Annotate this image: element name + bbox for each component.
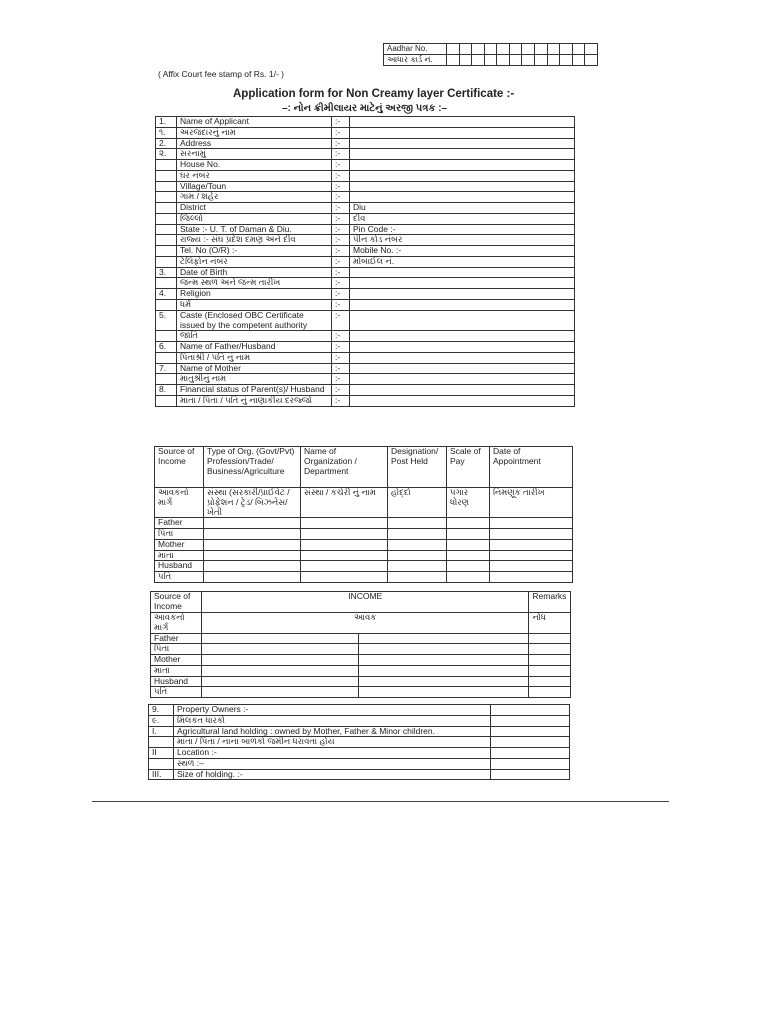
col-source-gu: આવકનો માર્ગ — [151, 613, 202, 634]
aadhar-digit-cell[interactable] — [535, 55, 548, 66]
property-field[interactable] — [491, 715, 570, 726]
form-subtitle: –: નોન ક્રીમીલાયર માટેનું અરજી પત્રક :– — [282, 103, 448, 114]
row-label: મિલકત ધારકો — [174, 715, 491, 726]
row-label: અરજદારનું નામ — [177, 127, 332, 138]
row-label: Date of Birth — [177, 267, 332, 278]
form-row — [156, 395, 575, 406]
property-row — [149, 748, 570, 759]
occupation-row — [155, 539, 573, 550]
row-value-field[interactable] — [350, 149, 575, 160]
occupation-field[interactable] — [388, 539, 447, 550]
income-field[interactable] — [202, 665, 359, 676]
property-table — [148, 704, 570, 780]
income-row — [151, 655, 571, 666]
row-number — [149, 758, 174, 769]
occupation-row — [155, 529, 573, 540]
row-number — [156, 278, 177, 289]
aadhar-digit-cell[interactable] — [560, 55, 573, 66]
row-value-field[interactable] — [350, 170, 575, 181]
col-source-of-income: Source of Income — [155, 447, 204, 488]
property-row — [149, 705, 570, 716]
property-row — [149, 715, 570, 726]
row-relation: પિતા — [155, 529, 204, 540]
row-relation: Husband — [151, 676, 202, 687]
occupation-field[interactable] — [447, 561, 490, 572]
row-number — [156, 181, 177, 192]
row-value-field[interactable]: Diu — [350, 203, 575, 214]
row-label: Name of Mother — [177, 363, 332, 374]
income-field[interactable] — [202, 687, 359, 698]
occupation-field[interactable] — [301, 529, 388, 540]
row-number: 2. — [156, 138, 177, 149]
remarks-field[interactable] — [529, 644, 571, 655]
aadhar-digit-cell[interactable] — [509, 44, 522, 55]
row-value-field[interactable] — [350, 117, 575, 128]
property-field[interactable] — [491, 758, 570, 769]
row-value-field[interactable] — [350, 267, 575, 278]
row-value-field[interactable] — [350, 192, 575, 203]
form-row — [156, 246, 575, 257]
property-row — [149, 758, 570, 769]
aadhar-box — [383, 43, 598, 66]
col-date-of-appointment: Date of Appointment — [490, 447, 573, 488]
property-row — [149, 769, 570, 780]
row-value-field[interactable]: Pin Code :- — [350, 224, 575, 235]
aadhar-digit-cell[interactable] — [497, 44, 510, 55]
aadhar-digit-cell[interactable] — [447, 44, 460, 55]
row-label: રાજ્ય :- સંઘ પ્રદેશ દમણ અને દીવ — [177, 235, 332, 246]
row-colon: :- — [332, 289, 350, 300]
occupation-field[interactable] — [490, 518, 573, 529]
occupation-field[interactable] — [301, 572, 388, 583]
income-row — [151, 633, 571, 644]
occupation-field[interactable] — [301, 561, 388, 572]
occupation-field[interactable] — [490, 539, 573, 550]
aadhar-digit-cell[interactable] — [547, 44, 560, 55]
form-row — [156, 300, 575, 311]
row-number: I. — [149, 726, 174, 737]
occupation-field[interactable] — [204, 529, 301, 540]
occupation-field[interactable] — [447, 550, 490, 561]
row-number: 6. — [156, 342, 177, 353]
row-label: ગામ / શહેર — [177, 192, 332, 203]
row-relation: માતા — [155, 550, 204, 561]
form-row — [156, 310, 575, 331]
form-row — [156, 192, 575, 203]
aadhar-digit-cell[interactable] — [572, 55, 585, 66]
income-row — [151, 665, 571, 676]
row-relation: Husband — [155, 561, 204, 572]
occupation-field[interactable] — [447, 539, 490, 550]
form-row — [156, 203, 575, 214]
row-relation: Father — [151, 633, 202, 644]
aadhar-digit-cell[interactable] — [585, 44, 598, 55]
col-pay-gu: પગાર ધોરણ — [447, 488, 490, 518]
occupation-field[interactable] — [490, 529, 573, 540]
row-number: 1. — [156, 117, 177, 128]
form-row — [156, 170, 575, 181]
row-number — [156, 256, 177, 267]
row-label: સરનામું — [177, 149, 332, 160]
col-income: INCOME — [202, 592, 529, 613]
row-number — [156, 395, 177, 406]
applicant-details-table — [155, 116, 575, 407]
row-colon: :- — [332, 235, 350, 246]
aadhar-digit-cell[interactable] — [472, 55, 485, 66]
row-label: Religion — [177, 289, 332, 300]
form-row — [156, 289, 575, 300]
row-value-field[interactable] — [350, 374, 575, 385]
row-label: જન્મ સ્થળ અને જન્મ તારીખ — [177, 278, 332, 289]
row-value-field[interactable] — [350, 331, 575, 342]
row-colon: :- — [332, 310, 350, 331]
row-number: ૯. — [149, 715, 174, 726]
col-type-of-org: Type of Org. (Govt/Pvt) Profession/Trade/ Business/Agriculture — [204, 447, 301, 488]
row-label: માતા / પિતા / પતિ નું નાણાકીય દરજ્જો — [177, 395, 332, 406]
row-label: Name of Father/Husband — [177, 342, 332, 353]
row-number — [156, 213, 177, 224]
row-colon: :- — [332, 278, 350, 289]
property-field[interactable] — [491, 726, 570, 737]
row-colon: :- — [332, 300, 350, 311]
row-label: Name of Applicant — [177, 117, 332, 128]
form-row — [156, 256, 575, 267]
row-colon: :- — [332, 267, 350, 278]
row-value-field[interactable] — [350, 300, 575, 311]
form-row — [156, 127, 575, 138]
footer-divider — [92, 801, 669, 802]
income-field[interactable] — [359, 676, 529, 687]
form-row — [156, 149, 575, 160]
row-value-field[interactable] — [350, 160, 575, 171]
row-label: જિલ્લો — [177, 213, 332, 224]
row-relation: Father — [155, 518, 204, 529]
occupation-field[interactable] — [388, 572, 447, 583]
remarks-field[interactable] — [529, 687, 571, 698]
aadhar-digit-cell[interactable] — [447, 55, 460, 66]
occupation-field[interactable] — [388, 529, 447, 540]
income-field[interactable] — [202, 655, 359, 666]
income-field[interactable] — [359, 687, 529, 698]
income-field[interactable] — [359, 665, 529, 676]
row-label: Address — [177, 138, 332, 149]
col-remarks-gu: નોંધ — [529, 613, 571, 634]
form-row — [156, 331, 575, 342]
row-relation: Mother — [151, 655, 202, 666]
row-colon: :- — [332, 342, 350, 353]
income-row — [151, 687, 571, 698]
income-row — [151, 676, 571, 687]
remarks-field[interactable] — [529, 633, 571, 644]
row-value-field[interactable]: Mobile No. :- — [350, 246, 575, 257]
row-label: Location :- — [174, 748, 491, 759]
row-value-field[interactable] — [350, 342, 575, 353]
aadhar-digit-cell[interactable] — [497, 55, 510, 66]
aadhar-label-gu: આધાર કાર્ડ નં. — [384, 55, 447, 66]
row-number: 5. — [156, 310, 177, 331]
col-designation-gu: હોદ્દો — [388, 488, 447, 518]
row-value-field[interactable] — [350, 395, 575, 406]
row-colon: :- — [332, 181, 350, 192]
row-colon: :- — [332, 352, 350, 363]
property-field[interactable] — [491, 748, 570, 759]
col-scale-of-pay: Scale of Pay — [447, 447, 490, 488]
occupation-field[interactable] — [490, 572, 573, 583]
row-number: II — [149, 748, 174, 759]
row-label: Property Owners :- — [174, 705, 491, 716]
row-number: ૨. — [156, 149, 177, 160]
aadhar-digit-cell[interactable] — [459, 55, 472, 66]
row-value-field[interactable] — [350, 127, 575, 138]
remarks-field[interactable] — [529, 676, 571, 687]
row-value-field[interactable] — [350, 385, 575, 396]
row-number: 3. — [156, 267, 177, 278]
income-table — [150, 591, 571, 698]
col-income-gu: આવક — [202, 613, 529, 634]
row-number: ૧. — [156, 127, 177, 138]
row-label: Size of holding. :- — [174, 769, 491, 780]
aadhar-digit-cell[interactable] — [509, 55, 522, 66]
row-value-field[interactable] — [350, 138, 575, 149]
occupation-table — [154, 446, 573, 583]
row-colon: :- — [332, 192, 350, 203]
row-label: ઘર નંબર — [177, 170, 332, 181]
form-row — [156, 235, 575, 246]
row-colon: :- — [332, 363, 350, 374]
aadhar-digit-cell[interactable] — [472, 44, 485, 55]
form-row — [156, 213, 575, 224]
income-field[interactable] — [359, 644, 529, 655]
row-label: સ્થળ :– — [174, 758, 491, 769]
col-organization-name: Name of Organization / Department — [301, 447, 388, 488]
occupation-row — [155, 518, 573, 529]
aadhar-digit-cell[interactable] — [484, 55, 497, 66]
form-row — [156, 363, 575, 374]
form-row — [156, 374, 575, 385]
row-value-field[interactable]: દીવ — [350, 213, 575, 224]
aadhar-digit-cell[interactable] — [560, 44, 573, 55]
occupation-field[interactable] — [301, 550, 388, 561]
row-number: 8. — [156, 385, 177, 396]
aadhar-label: Aadhar No. — [384, 44, 447, 55]
row-colon: :- — [332, 246, 350, 257]
occupation-field[interactable] — [490, 550, 573, 561]
row-label: Caste (Enclosed OBC Certificate issued by the competent authority — [177, 310, 332, 331]
occupation-field[interactable] — [204, 518, 301, 529]
occupation-field[interactable] — [447, 518, 490, 529]
row-value-field[interactable]: મોબાઈલ નં. — [350, 256, 575, 267]
row-colon: :- — [332, 256, 350, 267]
row-value-field[interactable] — [350, 352, 575, 363]
col-org-gu: સંસ્થા / કચેરી નું નામ — [301, 488, 388, 518]
income-field[interactable] — [202, 676, 359, 687]
row-colon: :- — [332, 213, 350, 224]
row-relation: પિતા — [151, 644, 202, 655]
row-number: III. — [149, 769, 174, 780]
aadhar-digit-cell[interactable] — [585, 55, 598, 66]
row-label: ધર્મ — [177, 300, 332, 311]
row-label: Financial status of Parent(s)/ Husband — [177, 385, 332, 396]
col-date-gu: નિમણૂક તારીખ — [490, 488, 573, 518]
form-row — [156, 352, 575, 363]
row-relation: Mother — [155, 539, 204, 550]
form-row — [156, 160, 575, 171]
row-label: ટેલિફોન નંબર — [177, 256, 332, 267]
form-title: Application form for Non Creamy layer Certificate :- — [233, 88, 515, 100]
row-value-field[interactable] — [350, 310, 575, 331]
aadhar-digit-cell[interactable] — [522, 44, 535, 55]
occupation-field[interactable] — [204, 539, 301, 550]
row-colon: :- — [332, 149, 350, 160]
row-value-field[interactable] — [350, 181, 575, 192]
row-value-field[interactable] — [350, 278, 575, 289]
occupation-field[interactable] — [204, 550, 301, 561]
row-colon: :- — [332, 170, 350, 181]
aadhar-digit-cell[interactable] — [572, 44, 585, 55]
row-label: Agricultural land holding : owned by Mother, Father & Minor children. — [174, 726, 491, 737]
occupation-field[interactable] — [388, 561, 447, 572]
occupation-field[interactable] — [204, 561, 301, 572]
row-number — [156, 374, 177, 385]
remarks-field[interactable] — [529, 665, 571, 676]
occupation-row — [155, 561, 573, 572]
row-label: State :- U. T. of Daman & Diu. — [177, 224, 332, 235]
occupation-field[interactable] — [301, 518, 388, 529]
col-designation: Designation/ Post Held — [388, 447, 447, 488]
occupation-field[interactable] — [490, 561, 573, 572]
row-number — [156, 352, 177, 363]
occupation-field[interactable] — [447, 572, 490, 583]
occupation-field[interactable] — [447, 529, 490, 540]
row-number — [156, 235, 177, 246]
row-relation: માતા — [151, 665, 202, 676]
occupation-field[interactable] — [388, 550, 447, 561]
income-field[interactable] — [202, 644, 359, 655]
row-value-field[interactable]: પીન કોડ નંબર — [350, 235, 575, 246]
income-field[interactable] — [359, 633, 529, 644]
occupation-row — [155, 550, 573, 561]
row-number — [156, 192, 177, 203]
col-remarks: Remarks — [529, 592, 571, 613]
row-label: માતુશ્રીનું નામ — [177, 374, 332, 385]
row-label: જાતિ — [177, 331, 332, 342]
row-label: House No. — [177, 160, 332, 171]
aadhar-digit-cell[interactable] — [459, 44, 472, 55]
form-row — [156, 278, 575, 289]
occupation-field[interactable] — [204, 572, 301, 583]
row-number — [156, 246, 177, 257]
row-value-field[interactable] — [350, 289, 575, 300]
row-number — [156, 170, 177, 181]
form-row — [156, 117, 575, 128]
row-label: માતા / પિતા / નાના બાળકો જમીન ધરાવતા હોય — [174, 737, 491, 748]
occupation-field[interactable] — [388, 518, 447, 529]
aadhar-digit-cell[interactable] — [535, 44, 548, 55]
row-label: પિતાશ્રી / પતિ નું નામ — [177, 352, 332, 363]
col-source-gu: આવકનો માર્ગ — [155, 488, 204, 518]
property-field[interactable] — [491, 769, 570, 780]
row-number — [149, 737, 174, 748]
row-relation: પતિ — [155, 572, 204, 583]
row-number — [156, 331, 177, 342]
row-colon: :- — [332, 395, 350, 406]
row-number — [156, 224, 177, 235]
form-row — [156, 138, 575, 149]
property-field[interactable] — [491, 737, 570, 748]
row-colon: :- — [332, 224, 350, 235]
col-source-of-income: Source of Income — [151, 592, 202, 613]
row-colon: :- — [332, 331, 350, 342]
row-number: 4. — [156, 289, 177, 300]
row-colon: :- — [332, 160, 350, 171]
row-label: Village/Toun — [177, 181, 332, 192]
row-colon: :- — [332, 117, 350, 128]
form-row — [156, 181, 575, 192]
row-number — [156, 160, 177, 171]
aadhar-digit-cell[interactable] — [522, 55, 535, 66]
income-field[interactable] — [359, 655, 529, 666]
form-row — [156, 342, 575, 353]
row-label: District — [177, 203, 332, 214]
occupation-row — [155, 572, 573, 583]
row-value-field[interactable] — [350, 363, 575, 374]
row-number — [156, 300, 177, 311]
row-number: 9. — [149, 705, 174, 716]
row-colon: :- — [332, 138, 350, 149]
property-field[interactable] — [491, 705, 570, 716]
row-colon: :- — [332, 127, 350, 138]
row-number: 7. — [156, 363, 177, 374]
row-number — [156, 203, 177, 214]
remarks-field[interactable] — [529, 655, 571, 666]
row-label: Tel. No (O/R) :- — [177, 246, 332, 257]
court-fee-stamp-note: ( Affix Court fee stamp of Rs. 1/- ) — [158, 69, 284, 79]
col-type-gu: સંસ્થા (સરકારી/પ્રાઈવેટ / પ્રોફેશન / ટ્રેડ/ બિઝનેસ/ખેતી — [204, 488, 301, 518]
row-colon: :- — [332, 374, 350, 385]
aadhar-digit-cell[interactable] — [547, 55, 560, 66]
form-row — [156, 385, 575, 396]
row-colon: :- — [332, 385, 350, 396]
income-field[interactable] — [202, 633, 359, 644]
income-row — [151, 644, 571, 655]
occupation-field[interactable] — [301, 539, 388, 550]
aadhar-digit-cell[interactable] — [484, 44, 497, 55]
row-colon: :- — [332, 203, 350, 214]
property-row — [149, 737, 570, 748]
row-relation: પતિ — [151, 687, 202, 698]
